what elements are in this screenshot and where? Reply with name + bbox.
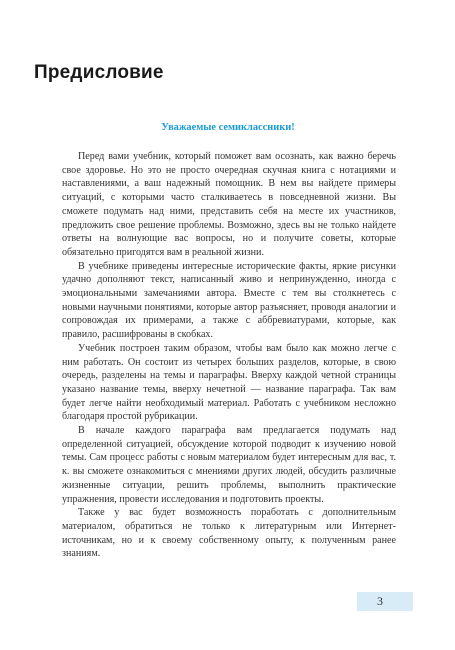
paragraph: В учебнике приведены интересные исторические факты, яркие рисунки удачно дополняют текст, написанный живо и непринужденно, иногда с эмоциональными замечаниями автора. Вместе с тем вы столкнетесь с новыми научными понятиями, которые автор разъясняет, проводя аналогии и сопровождая их примерами, а также с аббревиатурами, которые, как правило, расшифрованы в скобках. [62,260,396,341]
paragraph: Также у вас будет возможность поработать с дополнительным материалом, обратиться не только к литературным или Интернет-источникам, но и к своему собственному опыту, к полученным ранее знаниям. [62,507,396,560]
page-number: 3 [377,594,383,608]
preface-body [62,150,396,561]
paragraph: Перед вами учебник, который поможет вам осознать, как важно беречь свое здоровье. Но это не просто очередная скучная книга с нотациями и наставлениями, а ваш надежный помощник. В нем вы найдете примеры ситуаций, с которыми часто сталкиваетесь в повседневной жизни. Вы сможете подумать над ними, представить себя на месте их участников, предложить свое решение проблемы. Возможно, здесь вы не только найдете ответы на волнующие вас вопросы, но и получите советы, которые обязательно пригодятся вам в реальной жизни. [62,151,396,258]
greeting-line: Уважаемые семиклассники! [161,122,295,133]
paragraph: Учебник построен таким образом, чтобы вам было как можно легче с ним работать. Он состоит из четырех больших разделов, которые, в свою очередь, разделены на темы и параграфы. Вверху каждой четной страницы указано название темы, вверху нечетной — название параграфа. Так вам будет легче найти необходимый материал. Работать с учебником несложно благодаря простой рубрикации. [62,342,396,423]
page-title: Предисловие [34,62,164,83]
paragraph: В начале каждого параграфа вам предлагается подумать над определенной ситуацией, обсуждение которой подводит к изучению новой темы. Сам процесс работы с новым материалом будет интересным для вас, т. к. вы сможете ознакомиться с мнениями других людей, обсудить различные жизненные ситуации, решить проблемы, выполнить практические упражнения, провести исследования и подготовить проекты. [62,425,396,505]
